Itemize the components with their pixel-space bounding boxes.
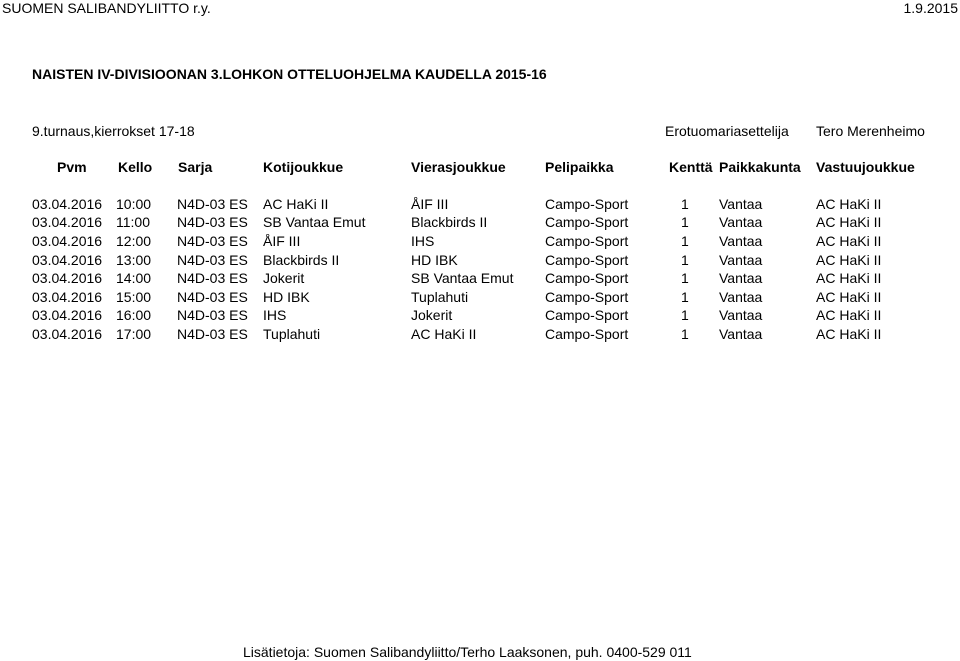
match-time: 12:00 [116,233,152,249]
match-city: Vantaa [719,270,763,286]
match-responsible-team: AC HaKi II [816,289,882,305]
match-responsible-team: AC HaKi II [816,233,882,249]
match-responsible-team: AC HaKi II [816,214,882,230]
match-field: 1 [681,214,689,230]
match-home-team: Tuplahuti [263,326,321,342]
match-responsible-team: AC HaKi II [816,307,882,323]
match-venue: Campo-Sport [545,252,629,268]
match-series: N4D-03 ES [177,307,248,323]
round-label: 9.turnaus,kierrokset 17-18 [32,123,195,139]
match-field: 1 [681,326,689,342]
match-city: Vantaa [719,252,763,268]
match-series: N4D-03 ES [177,326,248,342]
match-date: 03.04.2016 [32,233,103,249]
match-venue: Campo-Sport [545,307,629,323]
referee-name: Tero Merenheimo [816,123,925,139]
match-field: 1 [681,270,689,286]
match-field: 1 [681,289,689,305]
match-time: 15:00 [116,289,152,305]
match-field: 1 [681,233,689,249]
match-city: Vantaa [719,214,763,230]
match-date: 03.04.2016 [32,270,103,286]
match-home-team: Jokerit [263,270,305,286]
match-home-team: ÅIF III [263,233,301,249]
match-away-team: Jokerit [411,307,453,323]
match-away-team: AC HaKi II [411,326,477,342]
match-away-team: SB Vantaa Emut [411,270,514,286]
match-responsible-team: AC HaKi II [816,326,882,342]
column-header-sarja: Sarja [178,159,213,175]
match-date: 03.04.2016 [32,214,103,230]
match-responsible-team: AC HaKi II [816,196,882,212]
match-venue: Campo-Sport [545,270,629,286]
match-city: Vantaa [719,289,763,305]
column-header-pelipaikka: Pelipaikka [545,159,614,175]
column-header-vierasjoukkue: Vierasjoukkue [411,159,506,175]
page-title: NAISTEN IV-DIVISIOONAN 3.LOHKON OTTELUOHJELMA KAUDELLA 2015-16 [32,66,547,82]
match-venue: Campo-Sport [545,233,629,249]
match-time: 17:00 [116,326,152,342]
match-date: 03.04.2016 [32,307,103,323]
match-series: N4D-03 ES [177,252,248,268]
match-city: Vantaa [719,196,763,212]
match-home-team: SB Vantaa Emut [263,214,366,230]
referee-label: Erotuomariasettelija [665,123,789,139]
column-header-paikkakunta: Paikkakunta [719,159,801,175]
column-header-kotijoukkue: Kotijoukkue [263,159,344,175]
match-city: Vantaa [719,307,763,323]
match-away-team: HD IBK [411,252,458,268]
match-home-team: Blackbirds II [263,252,340,268]
match-field: 1 [681,307,689,323]
match-time: 13:00 [116,252,152,268]
match-venue: Campo-Sport [545,326,629,342]
match-date: 03.04.2016 [32,289,103,305]
column-header-vastuujoukkue: Vastuujoukkue [816,159,915,175]
match-home-team: HD IBK [263,289,310,305]
match-venue: Campo-Sport [545,196,629,212]
organization-name: SUOMEN SALIBANDYLIITTO r.y. [2,0,211,16]
match-venue: Campo-Sport [545,214,629,230]
match-field: 1 [681,196,689,212]
match-series: N4D-03 ES [177,196,248,212]
match-away-team: Blackbirds II [411,214,488,230]
match-time: 14:00 [116,270,152,286]
match-home-team: IHS [263,307,287,323]
match-away-team: IHS [411,233,435,249]
match-series: N4D-03 ES [177,214,248,230]
match-responsible-team: AC HaKi II [816,270,882,286]
match-city: Vantaa [719,233,763,249]
match-series: N4D-03 ES [177,270,248,286]
match-away-team: ÅIF III [411,196,449,212]
match-date: 03.04.2016 [32,196,103,212]
match-time: 10:00 [116,196,152,212]
match-home-team: AC HaKi II [263,196,329,212]
document-date: 1.9.2015 [903,0,958,16]
match-series: N4D-03 ES [177,289,248,305]
match-time: 16:00 [116,307,152,323]
column-header-kentta: Kenttä [669,159,713,175]
column-header-kello: Kello [118,159,153,175]
match-date: 03.04.2016 [32,326,103,342]
match-venue: Campo-Sport [545,289,629,305]
match-city: Vantaa [719,326,763,342]
match-responsible-team: AC HaKi II [816,252,882,268]
column-header-pvm: Pvm [57,159,87,175]
match-field: 1 [681,252,689,268]
match-time: 11:00 [116,214,150,230]
match-away-team: Tuplahuti [411,289,469,305]
match-series: N4D-03 ES [177,233,248,249]
match-date: 03.04.2016 [32,252,103,268]
footer-contact: Lisätietoja: Suomen Salibandyliitto/Terho Laaksonen, puh. 0400-529 011 [243,644,692,660]
